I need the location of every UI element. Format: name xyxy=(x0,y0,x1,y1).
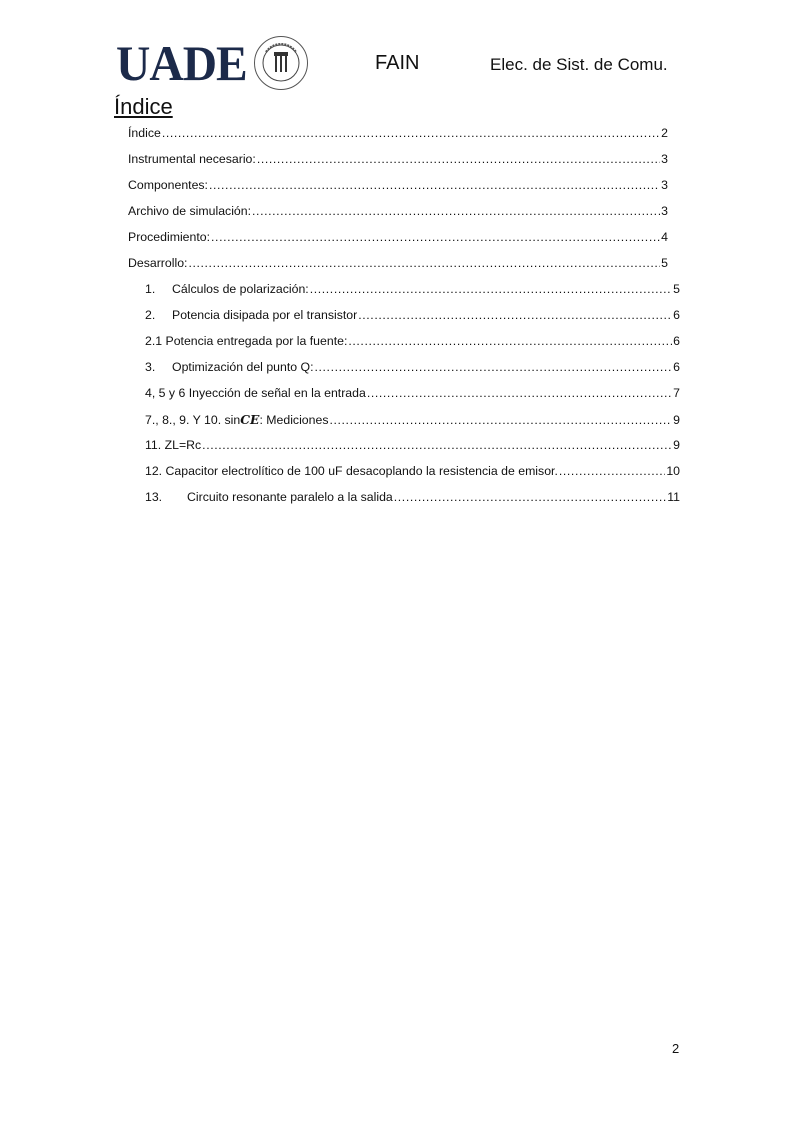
toc-entry[interactable] xyxy=(145,490,680,506)
toc-label: 7., 8., 9. Y 10. sin xyxy=(145,413,241,427)
dot-leader xyxy=(559,464,665,478)
dot-leader xyxy=(310,282,672,296)
dot-leader xyxy=(315,360,673,374)
toc-entry[interactable] xyxy=(145,334,680,350)
toc-page: 5 xyxy=(673,282,680,296)
toc-label: Cálculos de polarización: xyxy=(172,282,309,296)
toc-entry[interactable] xyxy=(128,152,668,168)
toc-page: 9 xyxy=(673,413,680,427)
dot-leader xyxy=(209,178,660,192)
toc-label: Componentes: xyxy=(128,178,208,192)
toc-entry[interactable] xyxy=(128,178,668,194)
toc-page: 11 xyxy=(667,490,680,504)
toc-label: Circuito resonante paralelo a la salida xyxy=(187,490,393,504)
toc-label: 11. ZL=Rc xyxy=(145,438,202,452)
dot-leader xyxy=(358,308,672,322)
dot-leader xyxy=(252,204,660,218)
toc-entry[interactable] xyxy=(145,464,680,480)
toc-entry[interactable] xyxy=(145,412,680,428)
header-course: Elec. de Sist. de Comu. xyxy=(490,55,668,74)
toc-math: CE xyxy=(240,412,260,427)
toc-entry[interactable] xyxy=(145,308,680,324)
dot-leader xyxy=(394,490,666,504)
toc-page: 4 xyxy=(661,230,668,244)
dot-leader xyxy=(211,230,660,244)
toc-page: 2 xyxy=(661,126,668,140)
dot-leader xyxy=(202,438,672,452)
toc-label: 4, 5 y 6 Inyección de señal en la entrada xyxy=(145,386,366,400)
dot-leader xyxy=(348,334,672,348)
toc-page: 6 xyxy=(673,334,680,348)
toc-entry[interactable] xyxy=(145,438,680,454)
toc-page: 6 xyxy=(673,360,680,374)
toc-entry[interactable] xyxy=(145,360,680,376)
toc-page: 3 xyxy=(661,178,668,192)
toc-entry[interactable] xyxy=(128,204,668,220)
toc-label: Instrumental necesario: xyxy=(128,152,256,166)
uade-logo xyxy=(116,36,308,90)
toc-number: 3. xyxy=(145,360,156,374)
fundacion-uade-seal-icon xyxy=(254,36,308,90)
toc-number: 1. xyxy=(145,282,156,296)
toc-entry[interactable] xyxy=(145,386,680,402)
toc-entry[interactable] xyxy=(128,126,668,142)
toc-entry[interactable] xyxy=(128,230,668,246)
dot-leader xyxy=(188,256,660,270)
toc-label: : Mediciones xyxy=(259,413,329,427)
header-faculty: FAIN xyxy=(375,52,420,74)
toc-number: 13. xyxy=(145,490,163,504)
logo-text: UADE xyxy=(116,35,247,91)
toc-page: 7 xyxy=(673,386,680,400)
toc-page: 5 xyxy=(661,256,668,270)
toc-label: Optimización del punto Q: xyxy=(172,360,314,374)
toc-label: 12. Capacitor electrolítico de 100 uF desacoplando la resistencia de emisor. xyxy=(145,464,558,478)
toc-label: Procedimiento: xyxy=(128,230,211,244)
toc-page: 3 xyxy=(661,204,668,218)
toc-label: Índice xyxy=(128,126,161,140)
dot-leader xyxy=(162,126,660,140)
toc-label: Potencia disipada por el transistor xyxy=(172,308,358,322)
toc-label: Archivo de simulación: xyxy=(128,204,252,218)
toc-entry[interactable] xyxy=(145,282,680,298)
toc-entry[interactable] xyxy=(128,256,668,272)
toc-page: 3 xyxy=(661,152,668,166)
toc-page: 10 xyxy=(666,464,680,478)
dot-leader xyxy=(257,152,660,166)
dot-leader xyxy=(329,413,672,427)
toc-page: 6 xyxy=(673,308,680,322)
page-title: Índice xyxy=(114,94,173,119)
toc-label: 2.1 Potencia entregada por la fuente: xyxy=(145,334,348,348)
toc-label: Desarrollo: xyxy=(128,256,188,270)
toc-number: 2. xyxy=(145,308,156,322)
dot-leader xyxy=(367,386,672,400)
toc-page: 9 xyxy=(673,438,680,452)
page-number: 2 xyxy=(672,1041,680,1056)
